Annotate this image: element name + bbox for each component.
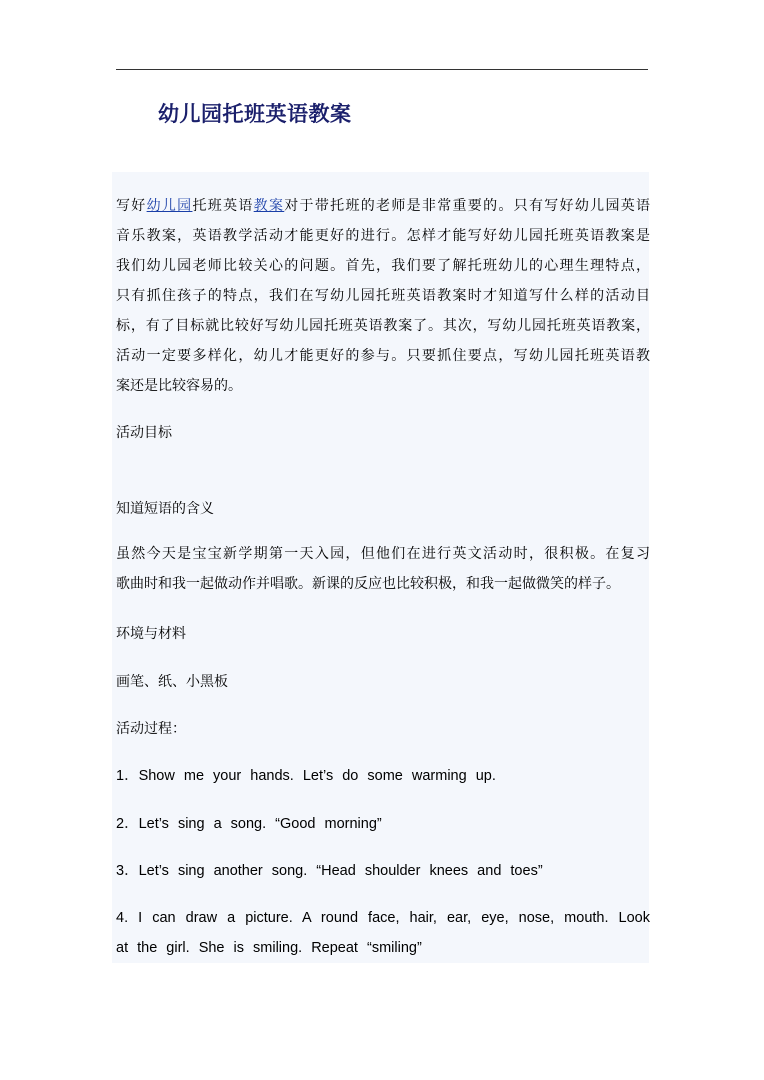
intro-line: 音乐教案，英语教学活动才能更好的进行。怎样才能写好幼儿园托班英语教案是 <box>116 228 650 244</box>
reflection-line: 虽然今天是宝宝新学期第一天入园，但他们在进行英文活动时，很积极。在复习 <box>116 546 650 562</box>
intro-text: 对于带托班的老师是非常重要的。只有写好幼儿园英语 <box>284 198 651 214</box>
intro-line: 活动一定要多样化，幼儿才能更好的参与。只要抓住要点，写幼儿园托班英语教 <box>116 348 650 364</box>
document-title: 幼儿园托班英语教案 <box>158 101 352 126</box>
intro-paragraph <box>116 191 650 401</box>
reflection-paragraph <box>116 539 650 599</box>
goal-heading: 活动目标 <box>116 425 172 441</box>
step-item: 2．Let’s sing a song. “Good morning” <box>116 816 382 832</box>
intro-line: 我们幼儿园老师比较关心的问题。首先，我们要了解托班幼儿的心理生理特点， <box>116 258 650 274</box>
intro-line: 标，有了目标就比较好写幼儿园托班英语教案了。其次，写幼儿园托班英语教案， <box>116 318 650 334</box>
intro-text: 托班英语 <box>192 198 254 214</box>
step-item <box>116 903 650 963</box>
kindergarten-link[interactable]: 幼儿园 <box>146 198 193 214</box>
header-rule <box>116 69 648 70</box>
materials-text: 画笔、纸、小黑板 <box>116 674 228 690</box>
step-item: 1．Show me your hands. Let’s do some warming up. <box>116 768 496 784</box>
process-heading: 活动过程： <box>116 721 186 737</box>
intro-text: 写好 <box>116 198 147 214</box>
intro-line: 只有抓住孩子的特点，我们在写幼儿园托班英语教案时才知道写什么样的活动目 <box>116 288 650 304</box>
reflection-line: 歌曲时和我一起做动作并唱歌。新课的反应也比较积极，和我一起做微笑的样子。 <box>116 576 620 592</box>
step-line: at the girl. She is smiling. Repeat “smiling” <box>116 940 422 956</box>
intro-line <box>116 191 650 221</box>
intro-line: 案还是比较容易的。 <box>116 378 242 394</box>
step-line: 4. I can draw a picture. A round face, hair, ear, eye, nose, mouth. Look <box>116 910 650 926</box>
materials-heading: 环境与材料 <box>116 626 186 642</box>
goal-text: 知道短语的含义 <box>116 501 214 517</box>
step-item: 3．Let’s sing another song. “Head shoulder knees and toes” <box>116 863 543 879</box>
lesson-plan-link[interactable]: 教案 <box>253 198 285 214</box>
